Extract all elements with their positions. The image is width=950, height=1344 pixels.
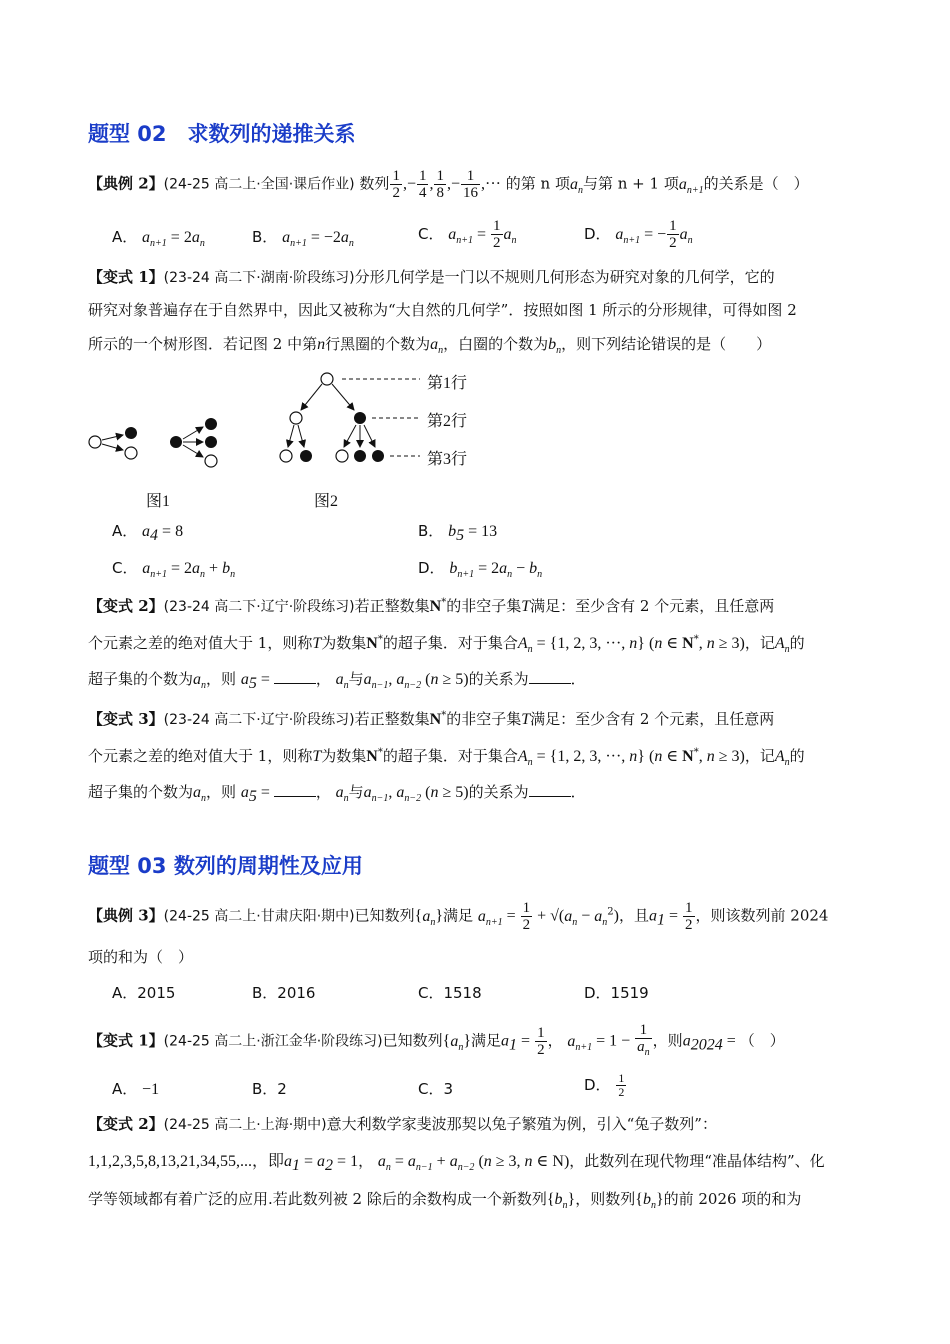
variant-2-line3: 超子集的个数为$a_n$，则 $a_5$ = ， $a_n$与$a_{n-1}$, $a_{n-2}$ (n ≥ 5)的关系为 ．	[88, 670, 586, 692]
option-b[interactable]: B．2	[252, 1080, 287, 1098]
answer-blank[interactable]	[529, 669, 571, 684]
variant-1-line1: 【变式 1】(23-24 高二下·湖南·阶段练习)分形几何学是一门以不规则几何形态为研究对象的几何学，它的	[88, 268, 775, 286]
option-b[interactable]: B． $a_{n+1} = -2a_n$	[252, 228, 354, 250]
variant-1-line3: 所示的一个树形图．若记图 2 中第n行黑圈的个数为$a_n$，白圈的个数为$b_n$，则下列结论错误的是（ ）	[88, 335, 772, 357]
variant-3-line1: 【变式 3】(23-24 高二下·辽宁·阶段练习)若正整数集N*的非空子集T满足：至少含有 2 个元素，且任意两	[88, 710, 775, 728]
answer-blank[interactable]	[274, 669, 316, 684]
option-c[interactable]: C．1518	[418, 984, 482, 1002]
s3-variant-2-line1: 【变式 2】(24-25 高二上·上海·期中)意大利数学家斐波那契以兔子繁殖为例，引入“兔子数列”：	[88, 1115, 717, 1133]
row-label-2: 第2行	[427, 413, 468, 430]
text: 的第 n 项	[505, 174, 570, 193]
fraction: $\frac{1}{2}$	[392, 168, 400, 201]
option-a[interactable]: A． −1	[112, 1080, 160, 1098]
text: 与第 n + 1 项	[582, 174, 679, 193]
option-d[interactable]: D． $b_{n+1} = 2a_n - b_n$	[418, 559, 543, 581]
s3-variant-2-line2: 1,1,2,3,5,8,13,21,34,55,...，即$a_1 = a_2 = 1$， $a_n = a_{n-1} + a_{n-2}$ (n ≥ 3, n ∈ N)，此数列在现代物理“准晶体结构”、化	[88, 1152, 825, 1174]
variant-3-line2: 个元素之差的绝对值大于 1，则称T为数集N*的超子集．对于集合$A_n = \{1$, 2, 3, ···, n} (n ∈ N*, n ≥ 3)，记$A_n$的	[88, 747, 805, 769]
option-b[interactable]: B． $b_5 = 13$	[418, 522, 498, 544]
source: (24-25 高二上·全国·课后作业)	[163, 176, 355, 193]
figure-label-1: 图1	[146, 493, 171, 510]
example-3-line1: 【典例 3】(24-25 高二上·甘肃庆阳·期中)已知数列$\{a_n\}$满足 $a_{n+1}$ = $\frac{1}{2}$ + $√(a_n - a_n^2)$，且$a_1$ = $\frac{1}{2}$ ，则该数列前 2024	[88, 900, 829, 933]
row-label-3: 第3行	[427, 451, 468, 468]
option-a[interactable]: A． $a_4 = 8$	[112, 522, 184, 544]
variant-1-line2: 研究对象普遍存在于自然界中，因此又被称为“大自然的几何学”．按照如图 1 所示的分形规律，可得如图 2	[88, 301, 797, 319]
variant-2-line1: 【变式 2】(23-24 高二下·辽宁·阶段练习)若正整数集N*的非空子集T满足：至少含有 2 个元素，且任意两	[88, 597, 775, 615]
option-d[interactable]: D．1519	[584, 984, 649, 1002]
variant-tag: 【变式 1】	[88, 268, 164, 286]
variant-2-line2: 个元素之差的绝对值大于 1，则称T为数集N*的超子集．对于集合$A_n = \{1$, 2, 3, ···, n} (n ∈ N*, n ≥ 3)，记$A_n$的	[88, 634, 805, 656]
example-3-line2: 项的和为（ ）	[88, 948, 194, 966]
option-c[interactable]: C． $a_{n+1} = 2a_n + b_n$	[112, 559, 236, 581]
answer-blank[interactable]	[529, 782, 571, 797]
option-a[interactable]: A．2015	[112, 984, 176, 1002]
option-d[interactable]: D． $a_{n+1}$ = − $\frac{1}{2}$ $a_n$	[584, 218, 693, 251]
s3-variant-2-line3: 学等领域都有着广泛的应用.若此数列被 2 除后的余数构成一个新数列$\{b_n\}$，则数列$\{b_n\}$的前 2026 项的和为	[88, 1190, 802, 1212]
option-a[interactable]: A． $a_{n+1} = 2a_n$	[112, 228, 205, 250]
example-tag: 【典例 2】	[88, 174, 164, 193]
section-title-03: 题型 03 数列的周期性及应用	[88, 854, 363, 878]
example-2: 【典例 2】(24-25 高二上·全国·课后作业) 数列 $\frac{1}{2}$ ,− $\frac{1}{4}$ , $\frac{1}{8}$ ,− $\frac{1}{16}$ ,··· 的第 n 项$a_n$与第 n + 1 项$a_{n+1}$的关系是（ ）	[88, 168, 809, 201]
section-title-02: 题型 02 求数列的递推关系	[88, 122, 356, 146]
option-c[interactable]: C．3	[418, 1080, 454, 1098]
option-b[interactable]: B．2016	[252, 984, 316, 1002]
variant-3-line3: 超子集的个数为$a_n$，则 $a_5$ = ， $a_n$与$a_{n-1}$, $a_{n-2}$ (n ≥ 5)的关系为 ．	[88, 783, 586, 805]
option-c[interactable]: C． $a_{n+1}$ = $\frac{1}{2}$ $a_n$	[418, 218, 517, 251]
row-label-1: 第1行	[427, 375, 468, 392]
s3-variant-1-line1: 【变式 1】(24-25 高二上·浙江金华·阶段练习)已知数列$\{a_n\}$满足$a_1$ = $\frac{1}{2}$ ， $a_{n+1} = 1$ − $\frac{1}{a_n}$ ，则$a_{2024}$ = （ ）	[88, 1022, 785, 1058]
text: 数列	[359, 174, 390, 193]
answer-blank[interactable]	[274, 782, 316, 797]
figure-label-2: 图2	[314, 493, 339, 510]
option-d[interactable]: D． $\frac{1}{2}$	[584, 1071, 625, 1099]
text: 的关系是（ ）	[703, 174, 809, 193]
source: (23-24 高二下·湖南·阶段练习)	[163, 270, 355, 286]
